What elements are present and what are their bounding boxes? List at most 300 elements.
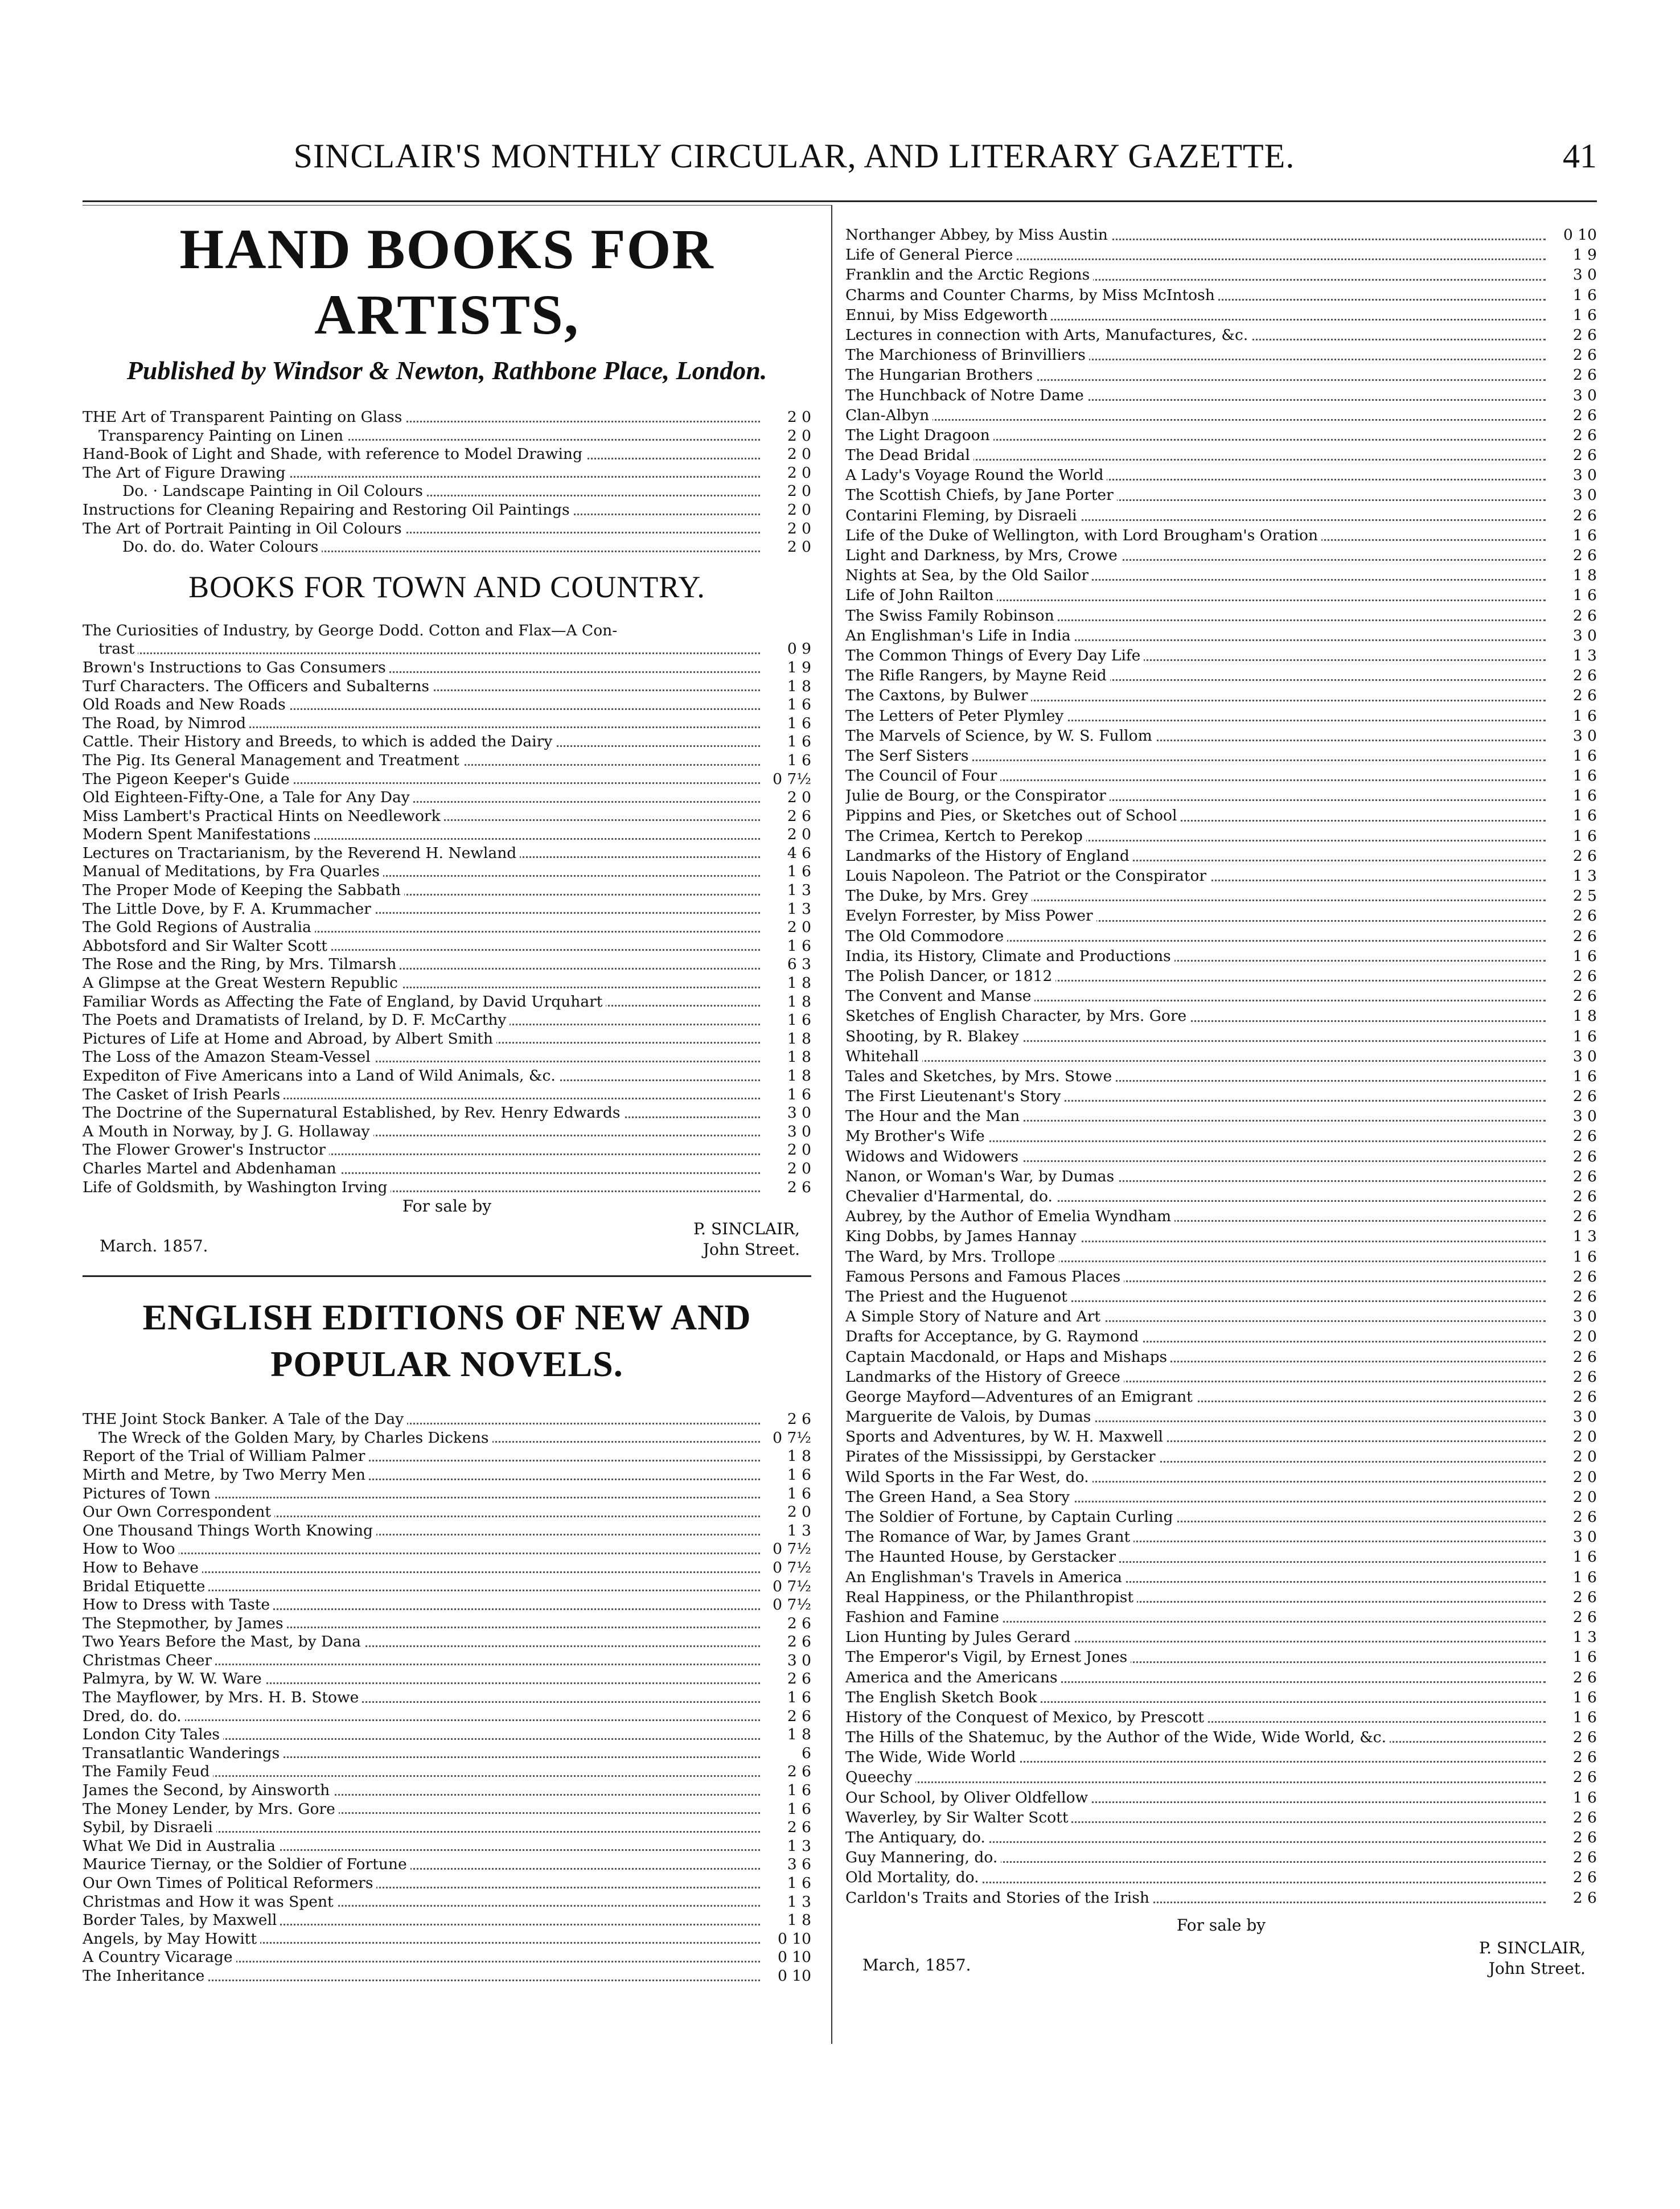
item-price: 2 0 [1547,1447,1597,1467]
list-item [845,1668,1597,1687]
item-title: Evelyn Forrester, by Miss Power [845,907,1096,925]
list-item [845,305,1597,325]
item-title: Guy Mannering, do. [845,1849,1001,1866]
item-price: 1 3 [1547,866,1597,886]
item-price: 2 0 [1547,1327,1597,1346]
item-price: 1 9 [1547,245,1597,265]
item-price: 1 8 [761,1067,811,1086]
novels-list [83,1410,811,1985]
list-item [845,1307,1597,1327]
item-price: 2 0 [761,1160,811,1179]
list-item [83,1652,811,1670]
list-item [83,482,811,501]
list-item [845,1147,1597,1167]
list-item [83,1781,811,1800]
item-title: Pippins and Pies, or Sketches out of School [845,807,1180,824]
list-item [83,1503,811,1522]
item-price: 0 7½ [761,770,811,789]
list-item [845,1847,1597,1867]
list-item [845,1206,1597,1226]
item-price: 2 6 [1547,445,1597,465]
item-title: The Poets and Dramatists of Ireland, by D. F. McCarthy [83,1011,510,1029]
item-price: 1 6 [761,696,811,715]
item-title: Report of the Trial of William Palmer [83,1447,368,1465]
item-price: 1 6 [1547,806,1597,826]
item-price: 2 6 [1547,1086,1597,1106]
list-item [83,1429,811,1448]
list-item [83,826,811,844]
item-title: Sketches of English Character, by Mrs. Gore [845,1007,1190,1025]
item-price: 2 0 [1547,1467,1597,1487]
list-item [845,1547,1597,1567]
item-title: Wild Sports in the Far West, do. [845,1468,1092,1486]
item-price: 2 6 [1547,1727,1597,1747]
item-price: 1 6 [1547,1247,1597,1267]
item-price: 0 10 [1547,225,1597,245]
list-item [845,1447,1597,1467]
list-item [845,626,1597,646]
list-item [845,245,1597,265]
item-title: The First Lieutenant's Story [845,1087,1065,1105]
item-price: 3 0 [1547,465,1597,485]
item-price: 2 6 [1547,1147,1597,1167]
item-price: 2 6 [1547,1186,1597,1206]
list-item [845,1387,1597,1407]
list-item [83,445,811,464]
list-item [83,1800,811,1819]
list-item [845,1027,1597,1046]
item-title: Clan-Albyn [845,407,933,424]
item-price: 3 0 [1547,1407,1597,1427]
list-item [845,1647,1597,1667]
list-item [845,425,1597,445]
item-title: Northanger Abbey, by Miss Austin [845,226,1111,244]
list-item [83,733,811,752]
list-item [845,1867,1597,1887]
item-title: The Haunted House, by Gerstacker [845,1548,1119,1566]
item-title: Life of John Railton [845,586,997,604]
item-price: 3 0 [1547,485,1597,505]
item-title: Lectures on Tractarianism, by the Reverend H. Newland [83,844,520,862]
item-price: 2 6 [1547,1126,1597,1146]
list-item [83,538,811,557]
list-item [845,1046,1597,1066]
item-title: Julie de Bourg, or the Conspirator [845,787,1110,804]
item-title: The Curiosities of Industry, by George Dodd. Cotton and Flax—A Con- [83,622,621,639]
item-price: 2 6 [761,1707,811,1726]
list-item [845,786,1597,806]
item-price: 1 6 [1547,305,1597,325]
item-price: 2 6 [761,1670,811,1689]
item-price: 1 6 [761,715,811,733]
item-price: 2 6 [1547,685,1597,705]
item-title: Modern Spent Manifestations [83,826,314,843]
item-price: 0 10 [761,1948,811,1967]
item-title: A Country Vicarage [83,1948,236,1966]
item-title: Nanon, or Woman's War, by Dumas [845,1168,1118,1185]
town-list [83,622,811,1197]
item-price: 1 6 [1547,525,1597,545]
item-price: 2 0 [761,408,811,427]
list-item [845,1487,1597,1507]
item-price: 3 0 [1547,726,1597,746]
item-title: Miss Lambert's Practical Hints on Needlework [83,807,444,825]
item-title: A Lady's Voyage Round the World [845,466,1107,484]
list-item [845,1106,1597,1126]
item-title: The Common Things of Every Day Life [845,647,1144,664]
list-item [83,1578,811,1596]
list-item [83,1086,811,1104]
list-item [83,1763,811,1781]
seller-street: John Street. [703,1240,800,1259]
list-item [83,1123,811,1142]
item-price: 1 6 [1547,786,1597,806]
item-title: Brown's Instructions to Gas Consumers [83,659,389,676]
item-title: The Casket of Irish Pearls [83,1086,284,1103]
list-item [83,520,811,539]
item-title: The Council of Four [845,767,1000,785]
item-title: The Ward, by Mrs. Trollope [845,1248,1059,1266]
item-title: Franklin and the Arctic Regions [845,266,1093,284]
list-item [845,1888,1597,1908]
item-title: Palmyra, by W. W. Ware [83,1670,265,1687]
list-item [83,1726,811,1744]
item-title: A Mouth in Norway, by J. G. Hollaway [83,1123,373,1140]
list-item [83,918,811,937]
item-title: Nights at Sea, by the Old Sailor [845,566,1092,584]
list-item [845,1707,1597,1727]
item-title: The Wide, Wide World [845,1748,1019,1766]
list-item [845,1427,1597,1447]
item-title: Widows and Widowers [845,1148,1022,1165]
item-price: 1 6 [1547,1788,1597,1808]
item-title: Old Mortality, do. [845,1869,983,1886]
date-line: March, 1857. [862,1955,971,1974]
seller-street: John Street. [1488,1958,1585,1978]
item-price: 1 6 [761,752,811,770]
list-item [83,678,811,696]
for-sale-label: For sale by [402,1197,492,1216]
item-title: Do. · Landscape Painting in Oil Colours [83,482,426,500]
item-price: 2 0 [761,427,811,446]
date-line: March. 1857. [100,1237,208,1256]
list-item [83,1466,811,1485]
item-title: The Road, by Nimrod [83,715,249,732]
item-price: 1 3 [761,1837,811,1856]
item-title: The English Sketch Book [845,1689,1041,1706]
item-price: 1 6 [1547,1647,1597,1667]
list-item [845,465,1597,485]
item-price: 2 6 [1547,906,1597,926]
item-price: 2 6 [761,1633,811,1652]
list-item [83,1837,811,1856]
list-item [845,966,1597,986]
page-number: 41 [1563,137,1597,175]
item-price: 2 6 [761,807,811,826]
item-title: Waverley, by Sir Walter Scott [845,1809,1071,1826]
item-title: Do. do. do. Water Colours [83,538,322,556]
item-price: 2 6 [1547,1167,1597,1186]
left-column [83,216,811,1986]
list-item [845,1627,1597,1647]
item-price: 2 6 [1547,1888,1597,1908]
item-title: trast [83,640,138,658]
item-price: 2 6 [761,1179,811,1197]
item-price: 1 3 [1547,1627,1597,1647]
item-title: The Rifle Rangers, by Mayne Reid [845,667,1110,684]
list-item [83,501,811,520]
list-item [83,1911,811,1930]
item-title: The Letters of Peter Plymley [845,707,1067,725]
artists-list [83,408,811,557]
list-item [845,225,1597,245]
item-price: 2 0 [761,445,811,464]
item-title: The Serf Sisters [845,747,972,765]
item-price: 2 6 [761,1615,811,1633]
list-item [845,1687,1597,1707]
list-item [845,405,1597,425]
item-title: The Hungarian Brothers [845,366,1036,384]
item-title: Captain Macdonald, or Haps and Mishaps [845,1348,1170,1366]
item-price: 2 6 [1547,1607,1597,1627]
list-item [845,926,1597,946]
list-item [845,606,1597,626]
list-item [83,1930,811,1949]
item-price: 3 0 [1547,626,1597,646]
list-item [83,640,811,659]
item-price: 1 8 [761,1030,811,1049]
list-item [83,770,811,789]
item-title: Turf Characters. The Officers and Subalterns [83,678,433,695]
item-price: 6 3 [761,955,811,974]
item-title: Pictures of Life at Home and Abroad, by Albert Smith [83,1030,496,1048]
item-price: 2 6 [1547,1287,1597,1307]
novels-heading-line-1: ENGLISH EDITIONS OF NEW AND [142,1297,751,1338]
list-item [83,1104,811,1123]
item-price: 0 10 [761,1967,811,1986]
list-item [845,1808,1597,1828]
item-title: Pirates of the Mississippi, by Gerstacker [845,1448,1159,1465]
item-title: Real Happiness, or the Philanthropist [845,1588,1137,1606]
list-item [83,1048,811,1067]
item-price: 0 7½ [761,1540,811,1559]
list-item [845,1006,1597,1026]
list-item [845,325,1597,345]
item-price: 2 0 [761,538,811,557]
item-title: The Emperor's Vigil, by Ernest Jones [845,1648,1131,1666]
list-item [845,345,1597,365]
item-price: 2 6 [1547,345,1597,365]
item-title: Whitehall [845,1048,922,1065]
list-item [83,1893,811,1912]
list-item [83,1410,811,1429]
item-title: Lectures in connection with Arts, Manufactures, &c. [845,326,1251,344]
item-price: 1 6 [1547,1027,1597,1046]
list-item [845,1347,1597,1367]
item-price: 1 6 [1547,706,1597,726]
item-title: The Soldier of Fortune, by Captain Curling [845,1508,1177,1526]
item-title: The Marvels of Science, by W. S. Fullom [845,727,1156,745]
list-item [845,1727,1597,1747]
item-price: 3 0 [1547,1527,1597,1547]
item-price: 3 6 [761,1855,811,1874]
item-price: 1 6 [761,733,811,752]
item-title: A Simple Story of Nature and Art [845,1308,1104,1325]
list-item [83,659,811,678]
item-title: Louis Napoleon. The Patriot or the Conspirator [845,867,1210,885]
item-title: Famous Persons and Famous Places [845,1268,1124,1286]
item-price: 2 6 [1547,606,1597,626]
list-item [845,1567,1597,1587]
item-title: The Priest and the Huguenot [845,1288,1071,1305]
list-item [83,844,811,863]
item-price: 2 6 [1547,1668,1597,1687]
item-title: Familiar Words as Affecting the Fate of England, by David Urquhart [83,993,606,1011]
item-price: 1 6 [1547,1567,1597,1587]
list-item [83,464,811,483]
item-title: Ennui, by Miss Edgeworth [845,306,1051,324]
list-item [845,986,1597,1006]
item-price: 1 6 [761,1800,811,1819]
right-for-sale [845,1916,1597,1990]
item-price: 2 6 [1547,1267,1597,1287]
list-item [83,1874,811,1893]
list-item [845,1587,1597,1607]
item-title: The Hour and the Man [845,1107,1023,1125]
town-heading: BOOKS FOR TOWN AND COUNTRY. [188,569,705,604]
item-title: Charles Martel and Abdenhaman [83,1160,340,1177]
item-price: 6 [761,1744,811,1763]
item-title: George Mayford—Adventures of an Emigrant [845,1388,1196,1406]
list-item [83,752,811,770]
item-title: One Thousand Things Worth Knowing [83,1522,376,1539]
list-item [845,666,1597,685]
item-price: 1 6 [761,937,811,956]
list-item [83,1141,811,1160]
list-item [845,1788,1597,1808]
list-item [845,525,1597,545]
item-title: Two Years Before the Mast, by Dana [83,1633,364,1650]
list-item [83,1559,811,1578]
item-title: Life of the Duke of Wellington, with Lord Brougham's Oration [845,527,1321,544]
list-item [845,1086,1597,1106]
list-item [845,1186,1597,1206]
list-item [83,1633,811,1652]
item-title: Pictures of Town [83,1485,214,1502]
item-title: The Antiquary, do. [845,1829,989,1846]
item-price: 2 6 [1547,1206,1597,1226]
item-title: The Romance of War, by James Grant [845,1528,1133,1546]
list-item [845,265,1597,285]
item-price: 1 6 [1547,1547,1597,1567]
list-item [845,1066,1597,1086]
list-item [845,946,1597,966]
item-title: History of the Conquest of Mexico, by Prescott [845,1709,1207,1726]
item-title: The Scottish Chiefs, by Jane Porter [845,486,1117,504]
list-item [83,1744,811,1763]
item-title: Cattle. Their History and Breeds, to which is added the Dairy [83,733,556,750]
list-item [845,1287,1597,1307]
list-item [845,385,1597,405]
item-title: The Little Dove, by F. A. Krummacher [83,900,375,918]
list-item [845,1267,1597,1287]
item-title: The Hills of the Shatemuc, by the Author of the Wide, Wide World, &c. [845,1728,1390,1746]
list-item [845,886,1597,906]
item-price: 2 6 [1547,986,1597,1006]
item-title: Landmarks of the History of England [845,847,1133,865]
list-item [845,1507,1597,1527]
item-price: 2 0 [761,1503,811,1522]
item-title: The Rose and the Ring, by Mrs. Tilmarsh [83,955,400,973]
list-item [845,506,1597,525]
item-title: My Brother's Wife [845,1127,988,1145]
item-price: 1 6 [1547,946,1597,966]
item-title: Life of General Pierce [845,246,1016,264]
list-item [83,974,811,993]
item-title: Border Tales, by Maxwell [83,1911,280,1929]
list-item [845,1247,1597,1267]
list-item [845,846,1597,866]
item-title: The Proper Mode of Keeping the Sabbath [83,881,404,899]
item-price: 1 6 [1547,826,1597,846]
item-price: 2 0 [761,826,811,844]
item-price: 1 6 [761,1485,811,1504]
seller-name: P. SINCLAIR, [693,1220,800,1239]
item-price: 2 0 [1547,1487,1597,1507]
for-sale-label: For sale by [1176,1915,1266,1935]
list-item [845,1828,1597,1847]
page-header [83,137,1597,182]
item-price: 2 6 [1547,1828,1597,1847]
item-title: Transatlantic Wanderings [83,1744,283,1762]
item-price: 2 6 [1547,666,1597,685]
novels-list-continued [845,225,1597,1908]
item-price: 1 8 [761,1911,811,1930]
list-item [845,1527,1597,1547]
item-title: The Loss of the Amazon Steam-Vessel [83,1048,374,1066]
item-title: Our Own Times of Political Reformers [83,1874,376,1892]
item-price: 2 0 [1547,1427,1597,1447]
item-price: 2 6 [1547,405,1597,425]
item-title: The Wreck of the Golden Mary, by Charles Dickens [83,1429,492,1447]
item-price: 2 0 [761,464,811,483]
item-title: The Money Lender, by Mrs. Gore [83,1800,339,1818]
item-title: The Old Commodore [845,927,1007,945]
item-price: 2 6 [1547,1767,1597,1787]
item-price: 2 6 [1547,926,1597,946]
item-title: The Pigeon Keeper's Guide [83,770,293,788]
list-item [845,485,1597,505]
item-price: 2 6 [1547,1587,1597,1607]
list-item [83,1615,811,1633]
item-title: Our Own Correspondent [83,1503,274,1521]
novels-heading-line-2: POPULAR NOVELS. [270,1344,623,1385]
list-item [83,1670,811,1689]
item-title: James the Second, by Ainsworth [83,1781,333,1799]
item-price: 2 6 [1547,325,1597,345]
item-title: The Convent and Manse [845,987,1034,1005]
list-item [845,365,1597,385]
list-item [83,1596,811,1615]
list-item [845,706,1597,726]
item-price: 2 0 [761,482,811,501]
item-title: Mirth and Metre, by Two Merry Men [83,1466,369,1484]
item-price: 2 6 [1547,1347,1597,1367]
item-price: 2 0 [761,520,811,539]
artists-publisher: Published by Windsor & Newton, Rathbone Place, London. [126,356,767,385]
item-price: 1 6 [761,1781,811,1800]
list-item [845,1367,1597,1387]
